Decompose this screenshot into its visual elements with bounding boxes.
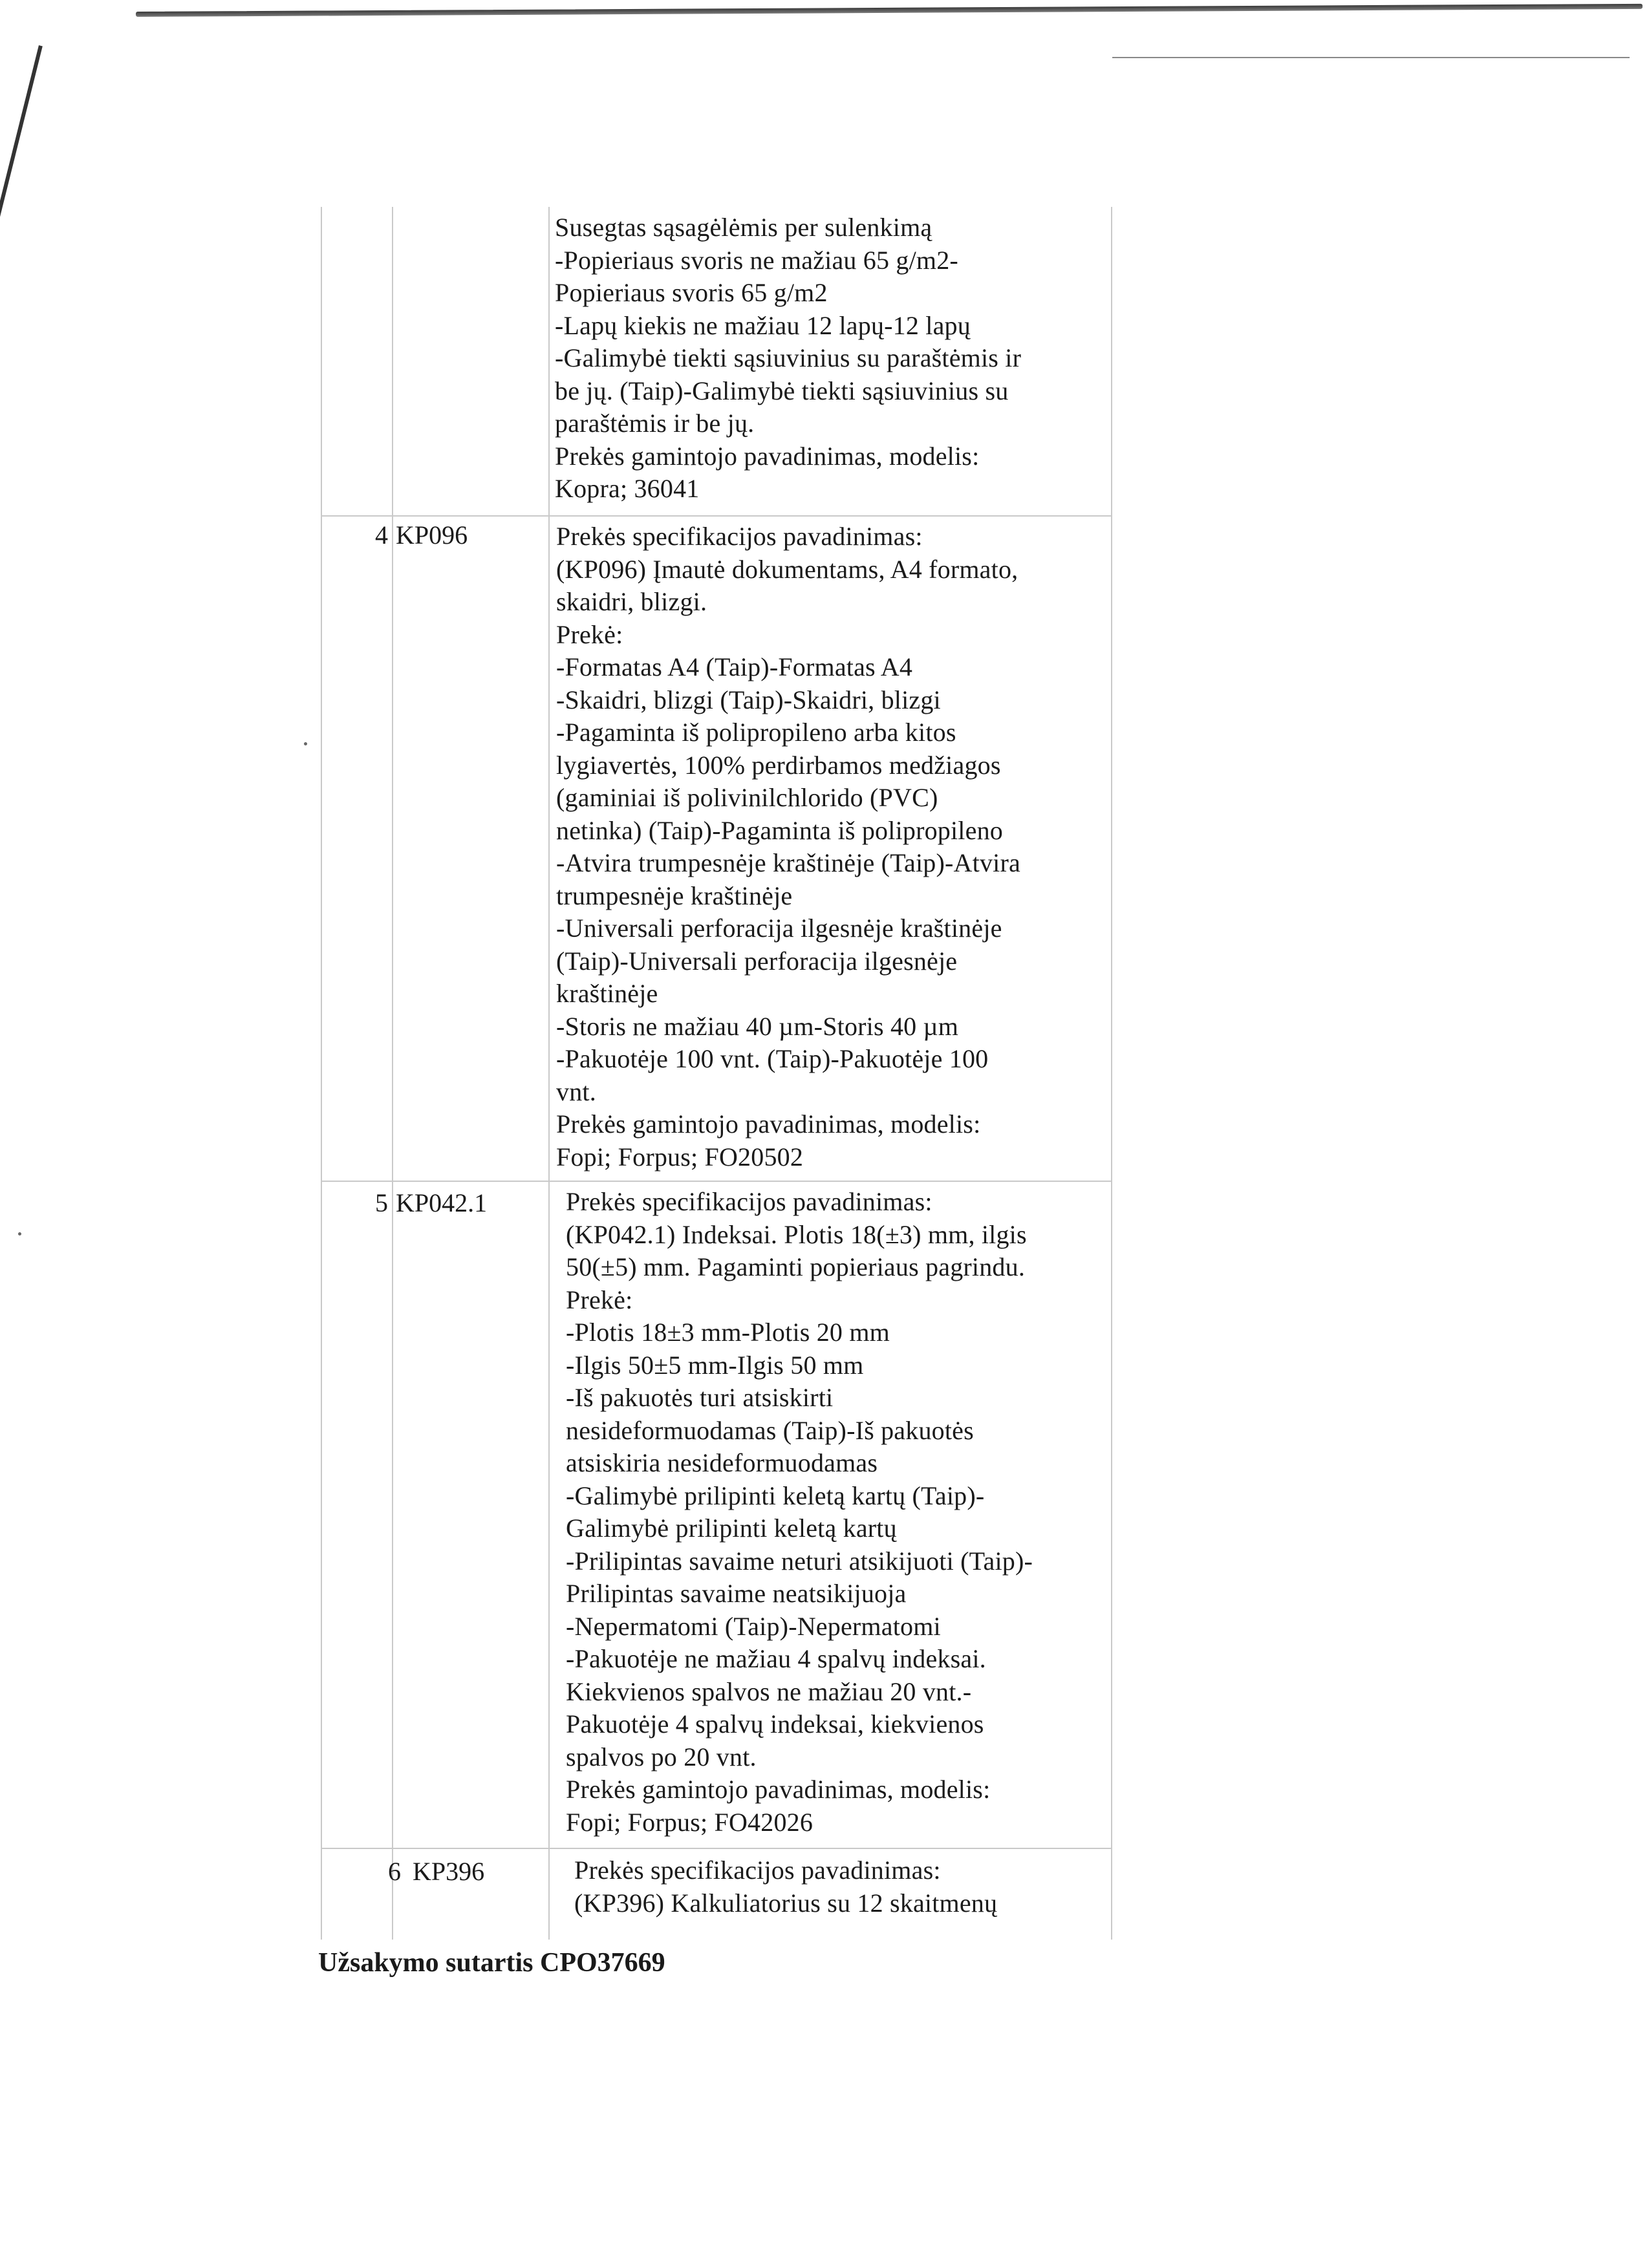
spec-line: Prekė: xyxy=(566,1285,633,1314)
spec-line: (KP042.1) Indeksai. Plotis 18(±3) mm, ilgis xyxy=(566,1219,1027,1249)
spec-line: lygiavertės, 100% perdirbamos medžiagos xyxy=(556,750,1001,780)
spec-line: Prilipintas savaime neatsikijuoja xyxy=(566,1579,907,1608)
spec-line: -Galimybė tiekti sąsiuvinius su paraštėmis ir xyxy=(555,343,1022,372)
spec-line: -Universali perforacija ilgesnėje kraštinėje xyxy=(556,914,1002,943)
spec-line: Fopi; Forpus; FO20502 xyxy=(556,1142,804,1171)
row-code: KP396 xyxy=(413,1857,485,1886)
row-number: 5 xyxy=(375,1188,388,1217)
spec-line: -Lapų kiekis ne mažiau 12 lapų-12 lapų xyxy=(555,310,971,340)
spec-line: (Taip)-Universali perforacija ilgesnėje xyxy=(556,946,958,976)
table-divider-no-code xyxy=(392,207,393,1940)
spec-line: -Popieriaus svoris ne mažiau 65 g/m2- xyxy=(555,245,958,275)
spec-line: Galimybė prilipinti keletą kartų xyxy=(566,1514,897,1543)
scan-mark-right xyxy=(1112,57,1630,58)
spec-line: be jų. (Taip)-Galimybė tiekti sąsiuvinius su xyxy=(555,376,1009,405)
spec-line: Kopra; 36041 xyxy=(555,474,700,503)
spec-line: Prekės specifikacijos pavadinimas: xyxy=(556,522,923,551)
row-divider xyxy=(321,515,1111,517)
row-number: 4 xyxy=(375,520,388,550)
spec-line: skaidri, blizgi. xyxy=(556,587,707,616)
spec-line: -Pakuotėje ne mažiau 4 spalvų indeksai. xyxy=(566,1644,986,1673)
spec-line: -Formatas A4 (Taip)-Formatas A4 xyxy=(556,652,913,681)
spec-line: -Galimybė prilipinti keletą kartų (Taip)- xyxy=(566,1481,985,1510)
scan-dot xyxy=(304,742,307,745)
spec-line: -Pakuotėje 100 vnt. (Taip)-Pakuotėje 100 xyxy=(556,1044,989,1073)
spec-line: (KP396) Kalkuliatorius su 12 skaitmenų xyxy=(574,1888,998,1918)
spec-line: Fopi; Forpus; FO42026 xyxy=(566,1807,814,1837)
spec-line: kraštinėje xyxy=(556,979,658,1008)
row-code: KP096 xyxy=(396,520,468,550)
table-divider-code-spec xyxy=(548,207,550,1940)
spec-line: Pakuotėje 4 spalvų indeksai, kiekvienos xyxy=(566,1709,984,1738)
spec-line: Prekės gamintojo pavadinimas, modelis: xyxy=(556,1109,981,1139)
spec-line: -Storis ne mažiau 40 µm-Storis 40 µm xyxy=(556,1011,959,1041)
spec-cell xyxy=(556,520,1112,1173)
scan-dot xyxy=(18,1232,21,1236)
spec-cell xyxy=(574,1854,1130,1920)
spec-line: Prekė: xyxy=(556,619,623,649)
spec-line: spalvos po 20 vnt. xyxy=(566,1742,757,1771)
spec-line: (gaminiai iš polivinilchlorido (PVC) xyxy=(556,783,938,812)
scan-edge-left xyxy=(0,45,43,297)
spec-line: Prekės gamintojo pavadinimas, modelis: xyxy=(555,441,980,471)
row-number: 6 xyxy=(388,1857,401,1886)
spec-line: -Ilgis 50±5 mm-Ilgis 50 mm xyxy=(566,1350,864,1380)
spec-cell xyxy=(566,1186,1122,1839)
spec-line: Prekės specifikacijos pavadinimas: xyxy=(566,1187,932,1216)
spec-line: -Plotis 18±3 mm-Plotis 20 mm xyxy=(566,1318,890,1347)
spec-line: -Nepermatomi (Taip)-Nepermatomi xyxy=(566,1611,941,1641)
spec-line: -Prilipintas savaime neturi atsikijuoti (Taip)- xyxy=(566,1546,1033,1576)
row-divider xyxy=(321,1848,1111,1849)
spec-line: Susegtas sąsagėlėmis per sulenkimą xyxy=(555,213,932,242)
row-divider xyxy=(321,1181,1111,1182)
spec-line: paraštėmis ir be jų. xyxy=(555,409,755,438)
spec-line: -Atvira trumpesnėje kraštinėje (Taip)-Atvira xyxy=(556,848,1020,877)
spec-line: -Pagaminta iš polipropileno arba kitos xyxy=(556,718,956,747)
spec-cell xyxy=(555,211,1111,506)
spec-line: 50(±5) mm. Pagaminti popieriaus pagrindu. xyxy=(566,1252,1026,1281)
spec-line: trumpesnėje kraštinėje xyxy=(556,881,793,910)
table-border-left xyxy=(321,207,322,1940)
spec-line: atsiskiria nesideformuodamas xyxy=(566,1448,878,1477)
scan-edge-top xyxy=(136,4,1643,17)
spec-line: -Iš pakuotės turi atsiskirti xyxy=(566,1383,834,1412)
spec-line: netinka) (Taip)-Pagaminta iš polipropileno xyxy=(556,815,1003,845)
spec-line: (KP096) Įmautė dokumentams, A4 formato, xyxy=(556,554,1018,584)
spec-line: nesideformuodamas (Taip)-Iš pakuotės xyxy=(566,1415,974,1445)
spec-line: Prekės gamintojo pavadinimas, modelis: xyxy=(566,1775,991,1804)
spec-line: Popieriaus svoris 65 g/m2 xyxy=(555,278,828,307)
row-code: KP042.1 xyxy=(396,1188,488,1217)
spec-line: vnt. xyxy=(556,1076,596,1106)
spec-line: -Skaidri, blizgi (Taip)-Skaidri, blizgi xyxy=(556,685,941,714)
spec-line: Kiekvienos spalvos ne mažiau 20 vnt.- xyxy=(566,1676,972,1706)
contract-title: Užsakymo sutartis CPO37669 xyxy=(318,1948,665,1978)
spec-line: Prekės specifikacijos pavadinimas: xyxy=(574,1856,941,1885)
